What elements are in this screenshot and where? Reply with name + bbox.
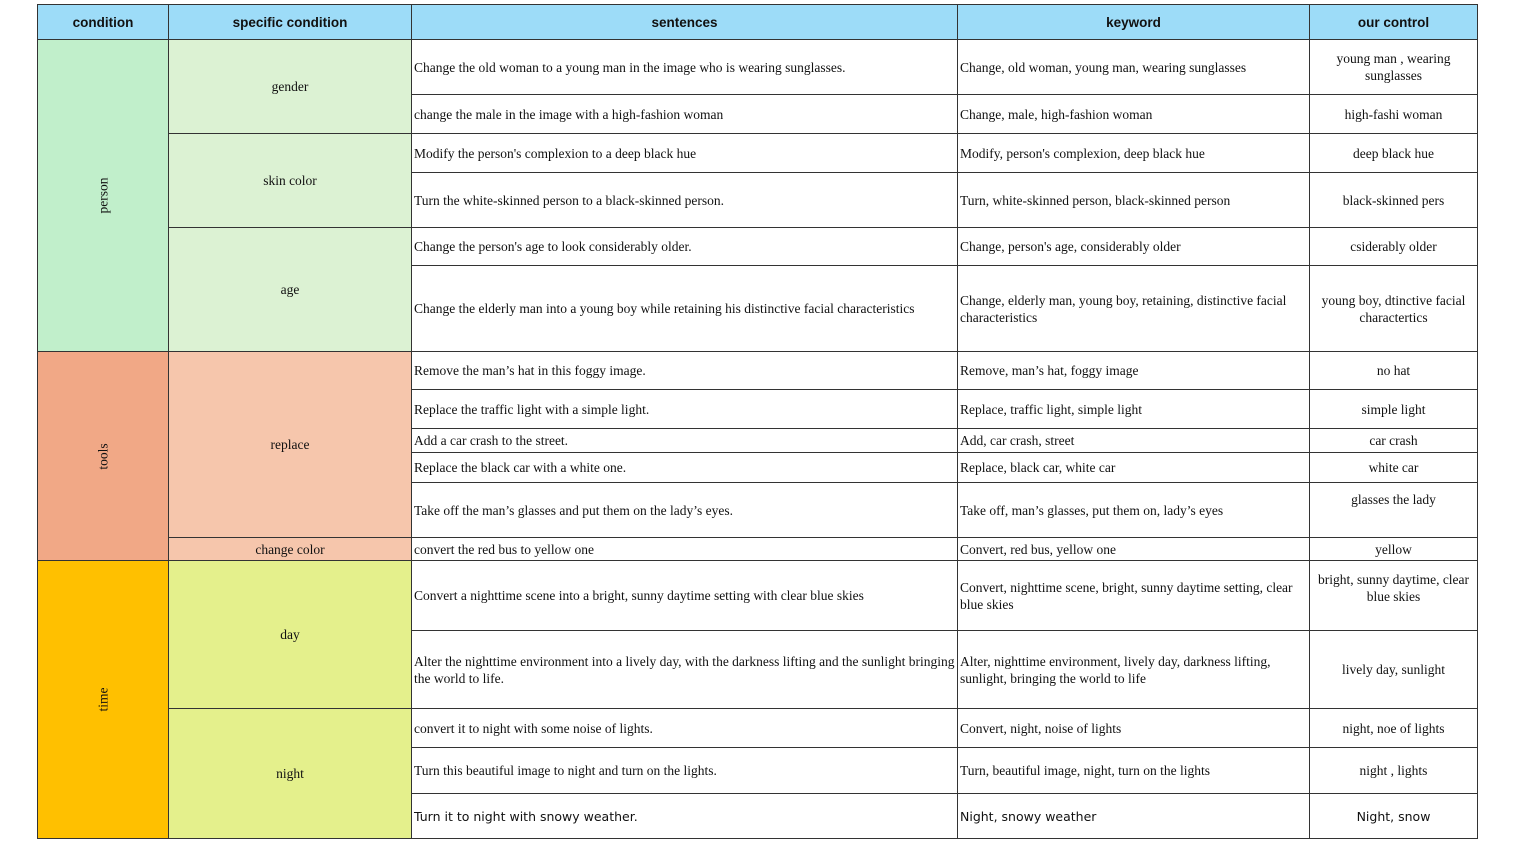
sentence-cell: Remove the man’s hat in this foggy image. (412, 352, 958, 390)
keyword-cell: Replace, traffic light, simple light (958, 390, 1310, 429)
sentence-cell: convert it to night with some noise of lights. (412, 709, 958, 748)
control-cell: high-fashi woman (1310, 95, 1478, 134)
control-cell: yellow (1310, 538, 1478, 561)
table-row (38, 228, 1478, 266)
sentence-cell: Change the person's age to look considerably older. (412, 228, 958, 266)
sentence-cell: Replace the black car with a white one. (412, 453, 958, 483)
specific-age: age (169, 228, 412, 352)
condition-label: person (95, 177, 111, 214)
keyword-cell: Turn, beautiful image, night, turn on the lights (958, 748, 1310, 794)
header-our-control: our control (1310, 5, 1478, 40)
sentence-cell: Turn it to night with snowy weather. (412, 794, 958, 839)
condition-person (38, 40, 169, 352)
keyword-cell: Change, old woman, young man, wearing sunglasses (958, 40, 1310, 95)
keyword-cell: Change, male, high-fashion woman (958, 95, 1310, 134)
control-cell: glasses the lady (1310, 483, 1478, 538)
specific-day: day (169, 561, 412, 709)
sentence-cell: Alter the nighttime environment into a lively day, with the darkness lifting and the sunlight bringing the world to life. (412, 631, 958, 709)
keyword-cell: Night, snowy weather (958, 794, 1310, 839)
control-cell: lively day, sunlight (1310, 631, 1478, 709)
control-cell: white car (1310, 453, 1478, 483)
specific-change-color: change color (169, 538, 412, 561)
sentence-cell: change the male in the image with a high-fashion woman (412, 95, 958, 134)
control-cell: young man , wearing sunglasses (1310, 40, 1478, 95)
control-cell: young boy, dtinctive facial charactertics (1310, 266, 1478, 352)
table-row (38, 352, 1478, 390)
condition-time (38, 561, 169, 839)
header-condition: condition (38, 5, 169, 40)
sentence-cell: Modify the person's complexion to a deep black hue (412, 134, 958, 173)
header-specific-condition: specific condition (169, 5, 412, 40)
control-cell: night , lights (1310, 748, 1478, 794)
specific-night: night (169, 709, 412, 839)
header-row (38, 5, 1478, 40)
sentence-cell: Take off the man’s glasses and put them on the lady’s eyes. (412, 483, 958, 538)
keyword-cell: Change, elderly man, young boy, retaining, distinctive facial characteristics (958, 266, 1310, 352)
sentence-cell: Add a car crash to the street. (412, 429, 958, 453)
control-cell: csiderably older (1310, 228, 1478, 266)
keyword-cell: Alter, nighttime environment, lively day, darkness lifting, sunlight, bringing the world to life (958, 631, 1310, 709)
sentence-cell: convert the red bus to yellow one (412, 538, 958, 561)
control-cell: Night, snow (1310, 794, 1478, 839)
control-cell: deep black hue (1310, 134, 1478, 173)
keyword-cell: Remove, man’s hat, foggy image (958, 352, 1310, 390)
control-cell: simple light (1310, 390, 1478, 429)
keyword-cell: Convert, red bus, yellow one (958, 538, 1310, 561)
sentence-cell: Change the old woman to a young man in the image who is wearing sunglasses. (412, 40, 958, 95)
keyword-cell: Replace, black car, white car (958, 453, 1310, 483)
sentence-cell: Convert a nighttime scene into a bright, sunny daytime setting with clear blue skies (412, 561, 958, 631)
condition-label: time (95, 687, 111, 712)
specific-skin-color: skin color (169, 134, 412, 228)
keyword-cell: Turn, white-skinned person, black-skinned person (958, 173, 1310, 228)
specific-replace: replace (169, 352, 412, 538)
header-keyword: keyword (958, 5, 1310, 40)
condition-label: tools (95, 442, 111, 470)
table-row (38, 40, 1478, 95)
specific-gender: gender (169, 40, 412, 134)
keyword-cell: Change, person's age, considerably older (958, 228, 1310, 266)
conditions-table (37, 4, 1478, 839)
sentence-cell: Turn this beautiful image to night and turn on the lights. (412, 748, 958, 794)
table-row (38, 134, 1478, 173)
sentence-cell: Change the elderly man into a young boy while retaining his distinctive facial characteristics (412, 266, 958, 352)
table-row (38, 538, 1478, 561)
control-cell: no hat (1310, 352, 1478, 390)
keyword-cell: Modify, person's complexion, deep black hue (958, 134, 1310, 173)
table-row (38, 709, 1478, 748)
table-row (38, 561, 1478, 631)
keyword-cell: Add, car crash, street (958, 429, 1310, 453)
sentence-cell: Replace the traffic light with a simple light. (412, 390, 958, 429)
control-cell: night, noe of lights (1310, 709, 1478, 748)
keyword-cell: Convert, night, noise of lights (958, 709, 1310, 748)
keyword-cell: Convert, nighttime scene, bright, sunny daytime setting, clear blue skies (958, 561, 1310, 631)
control-cell: car crash (1310, 429, 1478, 453)
sentence-cell: Turn the white-skinned person to a black-skinned person. (412, 173, 958, 228)
control-cell: black-skinned pers (1310, 173, 1478, 228)
condition-tools (38, 352, 169, 561)
keyword-cell: Take off, man’s glasses, put them on, lady’s eyes (958, 483, 1310, 538)
control-cell: bright, sunny daytime, clear blue skies (1310, 561, 1478, 631)
header-sentences: sentences (412, 5, 958, 40)
